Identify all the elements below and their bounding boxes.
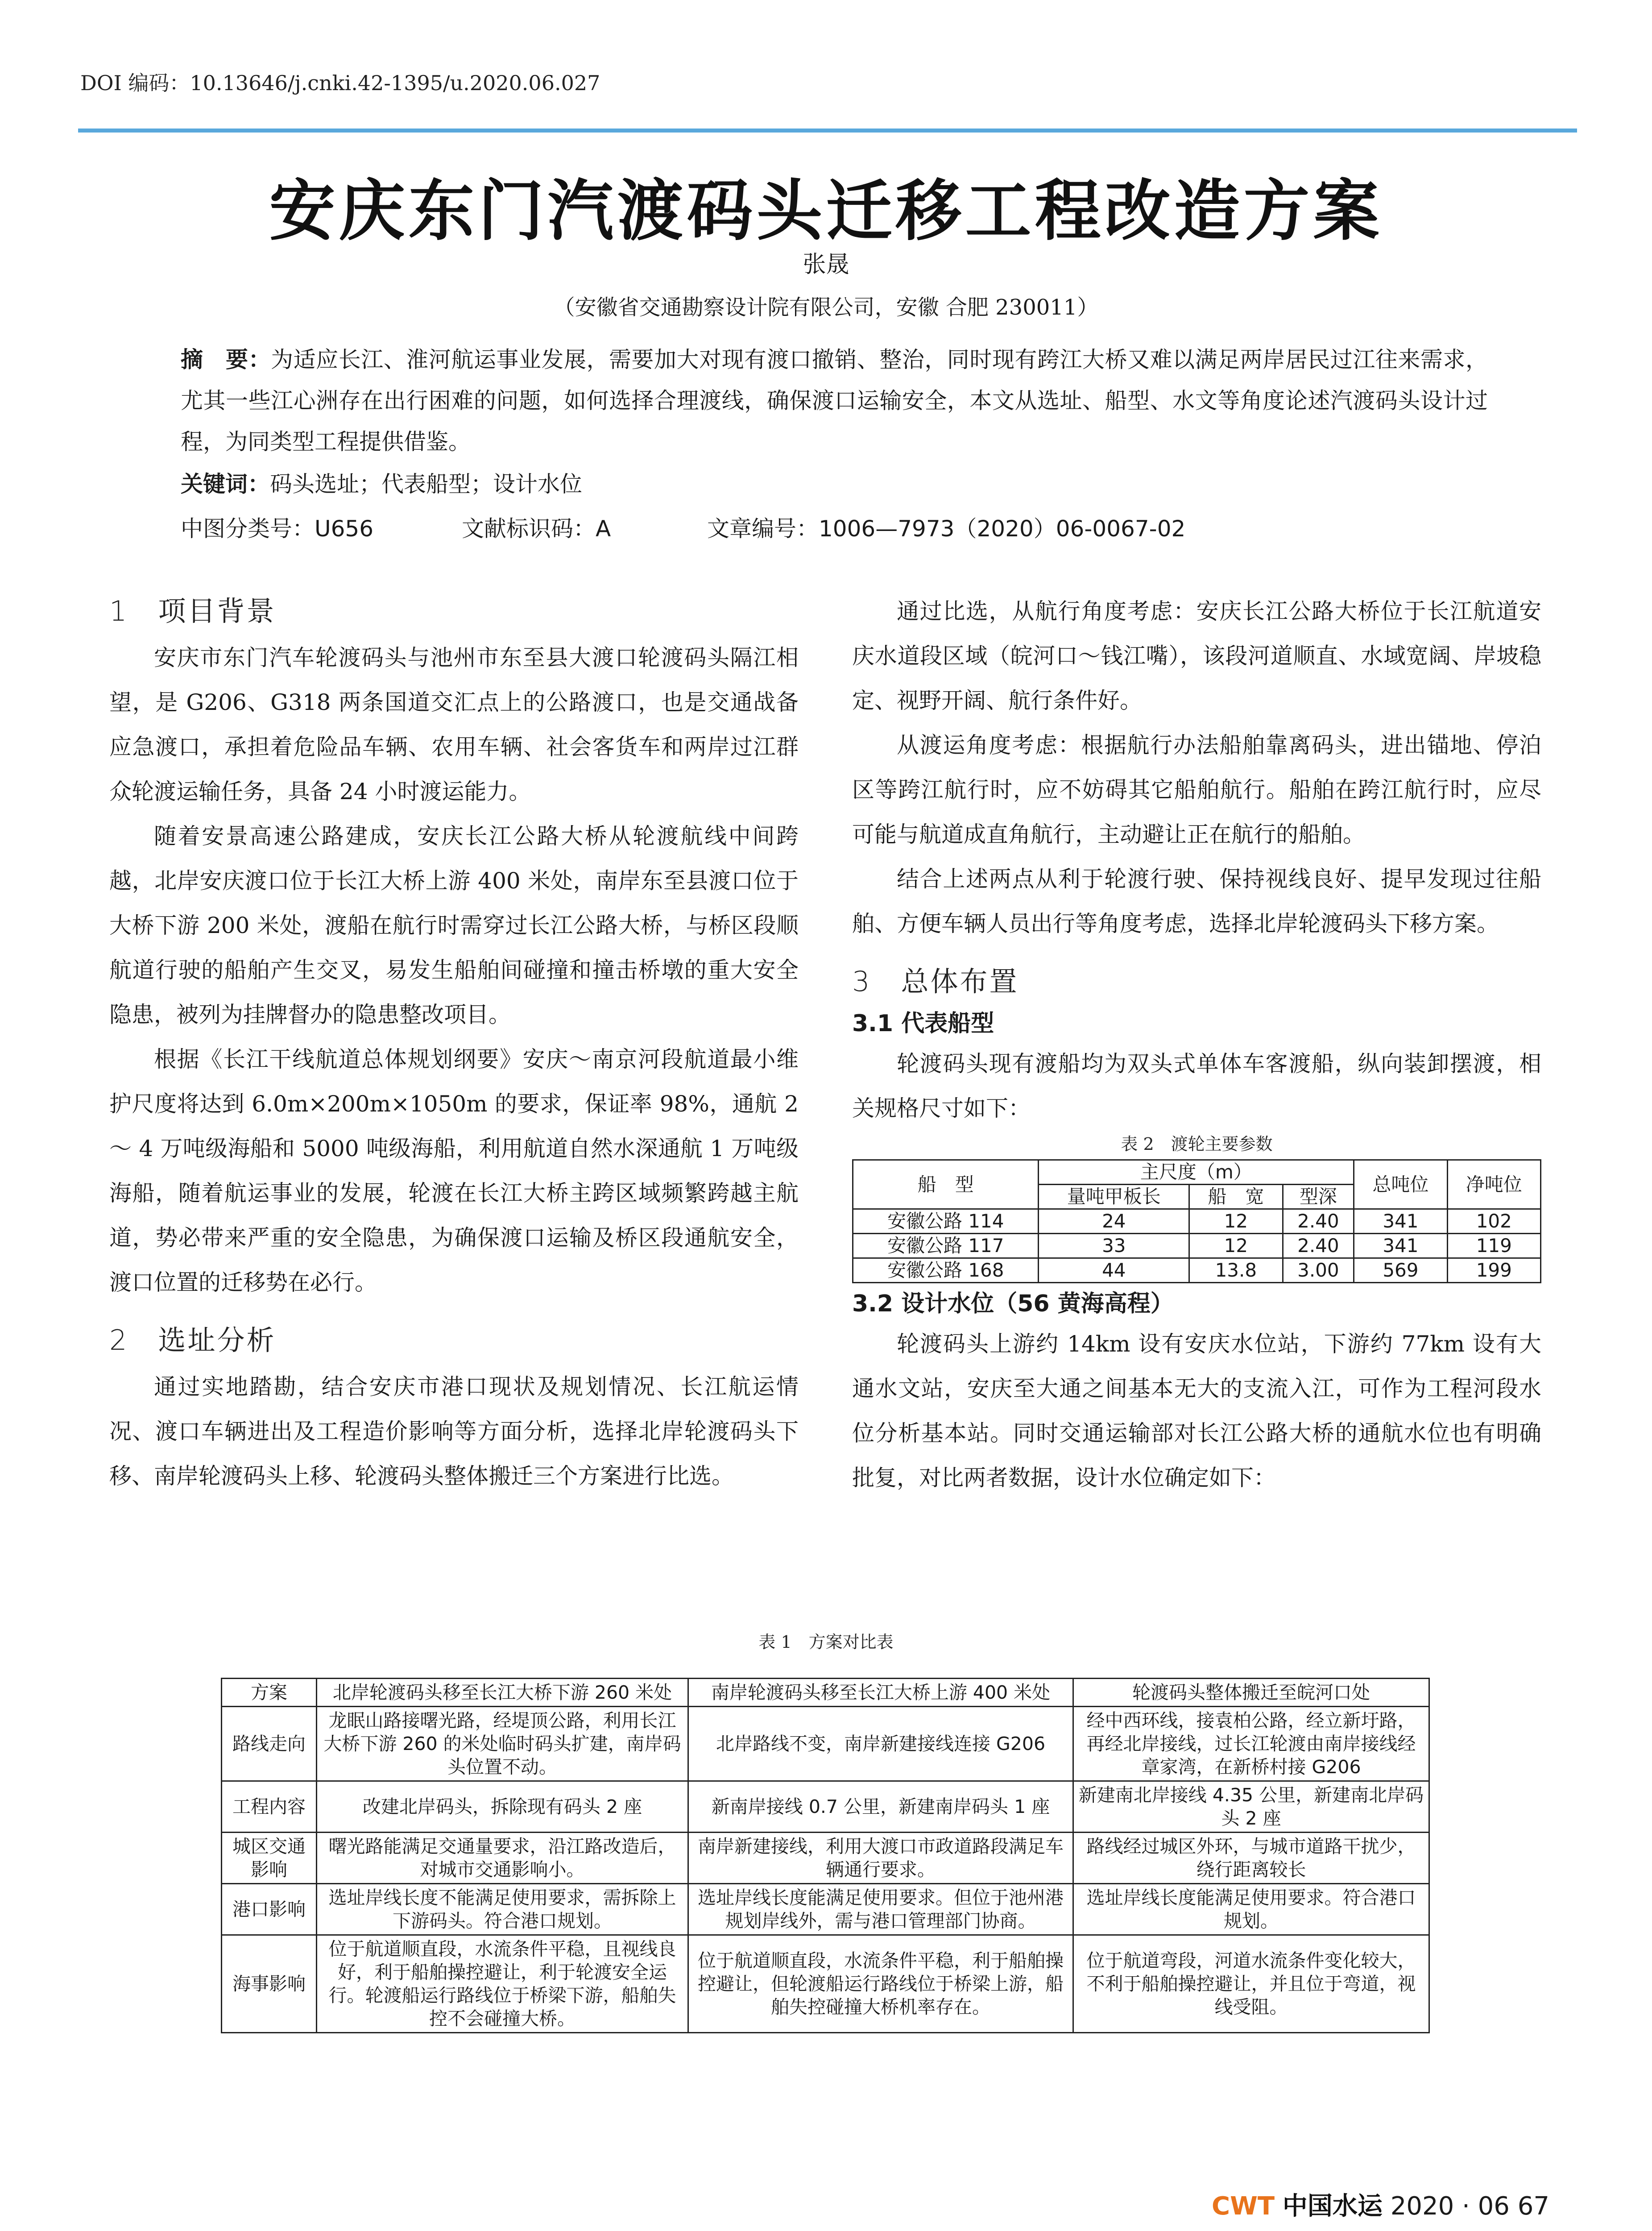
table-cell: 北岸路线不变，南岸新建接线连接 G206 bbox=[688, 1707, 1073, 1781]
table-cell: 安徽公路 117 bbox=[853, 1234, 1039, 1258]
abstract-text: 为适应长江、淮河航运事业发展，需要加大对现有渡口撤销、整治，同时现有跨江大桥又难以满足两岸居民过江往来需求，尤其一些江心洲存在出行困难的问题，如何选择合理渡线，确保渡口运输安全，本文从选址、船型、水文等角度论述汽渡码头设计过程，为同类型工程提供借鉴。 bbox=[181, 347, 1488, 455]
table-cell: 13.8 bbox=[1189, 1258, 1283, 1283]
table-cell: 选址岸线长度能满足使用要求。符合港口规划。 bbox=[1073, 1884, 1429, 1935]
table-cell: 位于航道顺直段，水流条件平稳，利于船舶操控避让，但轮渡船运行路线位于桥梁上游，船舶失控碰撞大桥机率存在。 bbox=[688, 1935, 1073, 2033]
header-rule bbox=[78, 129, 1577, 133]
journal-logo: CWT bbox=[1212, 2192, 1275, 2221]
table-cell: 3.00 bbox=[1283, 1258, 1354, 1283]
left-column bbox=[109, 589, 799, 1498]
paragraph: 轮渡码头上游约 14km 设有安庆水位站，下游约 77km 设有大通水文站，安庆至大通之间基本无大的支流入江，可作为工程河段水位分析基本站。同时交通运输部对长江公路大桥的通航水位也有明确批复，对比两者数据，设计水位确定如下： bbox=[852, 1331, 1541, 1491]
subsection-heading: 3.1 代表船型 bbox=[852, 1010, 994, 1037]
table-row bbox=[222, 1707, 1429, 1781]
row-label: 工程内容 bbox=[222, 1781, 317, 1833]
abstract bbox=[181, 339, 1488, 462]
paragraph: 安庆市东门汽车轮渡码头与池州市东至县大渡口轮渡码头隔江相望，是 G206、G318 两条国道交汇点上的公路渡口，也是交通战备应急渡口，承担着危险品车辆、农用车辆、社会客货车和两岸过江群众轮渡运输任务，具备 24 小时渡运能力。 bbox=[109, 645, 799, 804]
table-cell: 569 bbox=[1354, 1258, 1447, 1283]
paragraph: 轮渡码头现有渡船均为双头式单体车客渡船，纵向装卸摆渡，相关规格尺寸如下： bbox=[852, 1051, 1541, 1121]
table-cell: 改建北岸码头，拆除现有码头 2 座 bbox=[317, 1781, 688, 1833]
paragraph: 根据《长江干线航道总体规划纲要》安庆～南京河段航道最小维护尺度将达到 6.0m×200m×1050m 的要求，保证率 98%，通航 2 ～ 4 万吨级海船和 5000 吨级海船，利用航道自然水深通航 1 万吨级海船，随着航运事业的发展，轮渡在长江大桥主跨区域频繁跨越主航道，势必带来严重的安全隐患，为确保渡口运输及桥区段通航安全，渡口位置的迁移势在必行。 bbox=[109, 1046, 799, 1295]
section-heading: 2 选址分析 bbox=[109, 1324, 276, 1356]
table-header: 方案 bbox=[222, 1679, 317, 1707]
table-cell: 龙眠山路接曙光路，经堤顶公路，利用长江大桥下游 260 的米处临时码头扩建，南岸码头位置不动。 bbox=[317, 1707, 688, 1781]
author: 张晟 bbox=[803, 251, 849, 278]
table-header-row bbox=[222, 1679, 1429, 1707]
row-label: 城区交通影响 bbox=[222, 1833, 317, 1884]
scheme-comparison-table bbox=[221, 1678, 1430, 2033]
table-cell: 安徽公路 168 bbox=[853, 1258, 1039, 1283]
table-header: 主尺度（m） bbox=[1039, 1160, 1354, 1185]
table-header: 船 型 bbox=[853, 1160, 1039, 1209]
table-row bbox=[853, 1209, 1541, 1234]
ship-parameter-table bbox=[852, 1159, 1541, 1283]
row-label: 港口影响 bbox=[222, 1884, 317, 1935]
table-row bbox=[222, 1935, 1429, 2033]
table-cell: 新南岸接线 0.7 公里，新建南岸码头 1 座 bbox=[688, 1781, 1073, 1833]
table-cell: 新建南北岸接线 4.35 公里，新建南北岸码头 2 座 bbox=[1073, 1781, 1429, 1833]
table-cell: 12 bbox=[1189, 1209, 1283, 1234]
table-cell: 选址岸线长度能满足使用要求。但位于池州港规划岸线外，需与港口管理部门协商。 bbox=[688, 1884, 1073, 1935]
table-cell: 位于航道弯段，河道水流条件变化较大，不利于船舶操控避让，并且位于弯道，视线受阻。 bbox=[1073, 1935, 1429, 2033]
table-cell: 12 bbox=[1189, 1234, 1283, 1258]
table-header: 轮渡码头整体搬迁至皖河口处 bbox=[1073, 1679, 1429, 1707]
row-label: 海事影响 bbox=[222, 1935, 317, 2033]
abstract-label: 摘 要： bbox=[181, 347, 271, 373]
table-cell: 24 bbox=[1039, 1209, 1189, 1234]
page-footer bbox=[1212, 2186, 1549, 2222]
table-cell: 119 bbox=[1447, 1234, 1540, 1258]
paragraph: 通过实地踏勘，结合安庆市港口现状及规划情况、长江航运情况、渡口车辆进出及工程造价影响等方面分析，选择北岸轮渡码头下移、南岸轮渡码头上移、轮渡码头整体搬迁三个方案进行比选。 bbox=[109, 1374, 799, 1489]
table-cell: 44 bbox=[1039, 1258, 1189, 1283]
keywords bbox=[181, 466, 1488, 498]
table-row bbox=[853, 1234, 1541, 1258]
paragraph: 从渡运角度考虑：根据航行办法船舶靠离码头，进出锚地、停泊区等跨江航行时，应不妨碍其它船舶航行。船舶在跨江航行时，应尽可能与航道成直角航行，主动避让正在航行的船舶。 bbox=[852, 732, 1541, 847]
table-row bbox=[222, 1833, 1429, 1884]
paragraph: 随着安景高速公路建成，安庆长江公路大桥从轮渡航线中间跨越，北岸安庆渡口位于长江大桥上游 400 米处，南岸东至县渡口位于大桥下游 200 米处，渡船在航行时需穿过长江公路大桥，与桥区段顺航道行驶的船舶产生交叉，易发生船舶间碰撞和撞击桥墩的重大安全隐患，被列为挂牌督办的隐患整改项目。 bbox=[109, 823, 799, 1028]
table-header: 净吨位 bbox=[1447, 1160, 1540, 1209]
table-row bbox=[222, 1884, 1429, 1935]
paragraph: 结合上述两点从利于轮渡行驶、保持视线良好、提早发现过往船舶、方便车辆人员出行等角度考虑，选择北岸轮渡码头下移方案。 bbox=[852, 866, 1541, 937]
keywords-label: 关键词： bbox=[181, 471, 270, 497]
table-cell: 经中西环线，接袁柏公路，经立新圩路，再经北岸接线，过长江轮渡由南岸接线经章家湾，在新桥村接 G206 bbox=[1073, 1707, 1429, 1781]
table-header: 型深 bbox=[1283, 1185, 1354, 1209]
issue: 2020 · 06 bbox=[1390, 2192, 1510, 2221]
table-row bbox=[853, 1258, 1541, 1283]
table-header: 北岸轮渡码头移至长江大桥下游 260 米处 bbox=[317, 1679, 688, 1707]
keywords-text: 码头选址；代表船型；设计水位 bbox=[270, 471, 582, 497]
affiliation: （安徽省交通勘察设计院有限公司，安徽 合肥 230011） bbox=[553, 295, 1099, 320]
table-cell: 341 bbox=[1354, 1209, 1447, 1234]
table-header: 南岸轮渡码头移至长江大桥上游 400 米处 bbox=[688, 1679, 1073, 1707]
table-cell: 199 bbox=[1447, 1258, 1540, 1283]
table1-caption: 表 1 方案对比表 bbox=[758, 1632, 894, 1652]
table-cell: 2.40 bbox=[1283, 1234, 1354, 1258]
table-header: 总吨位 bbox=[1354, 1160, 1447, 1209]
article-title: 安庆东门汽渡码头迁移工程改造方案 bbox=[269, 172, 1383, 249]
subsection-heading: 3.2 设计水位（56 黄海高程） bbox=[852, 1290, 1174, 1317]
journal-name: 中国水运 bbox=[1282, 2191, 1383, 2221]
table-cell: 341 bbox=[1354, 1234, 1447, 1258]
table-row bbox=[222, 1781, 1429, 1833]
table-header: 量吨甲板长 bbox=[1039, 1185, 1189, 1209]
table2-caption: 表 2 渡轮主要参数 bbox=[1121, 1134, 1273, 1154]
section-heading: 1 项目背景 bbox=[109, 595, 276, 627]
table-cell: 位于航道顺直段，水流条件平稳，且视线良好，利于船舶操控避让，利于轮渡安全运行。轮渡船运行路线位于桥梁下游，船舶失控不会碰撞大桥。 bbox=[317, 1935, 688, 2033]
page-number: 67 bbox=[1517, 2192, 1549, 2221]
table-cell: 选址岸线长度不能满足使用要求，需拆除上下游码头。符合港口规划。 bbox=[317, 1884, 688, 1935]
table-cell: 102 bbox=[1447, 1209, 1540, 1234]
row-label: 路线走向 bbox=[222, 1707, 317, 1781]
clc-number: 中图分类号：U656 bbox=[181, 516, 374, 542]
section-heading: 3 总体布置 bbox=[852, 965, 1019, 998]
table-cell: 2.40 bbox=[1283, 1209, 1354, 1234]
article-number: 文章编号：1006—7973（2020）06-0067-02 bbox=[707, 516, 1186, 542]
doi-line: DOI 编码：10.13646/j.cnki.42-1395/u.2020.06.027 bbox=[80, 71, 600, 95]
right-column bbox=[852, 589, 1541, 1500]
table-cell: 曙光路能满足交通量要求，沿江路改造后，对城市交通影响小。 bbox=[317, 1833, 688, 1884]
paragraph: 通过比选，从航行角度考虑：安庆长江公路大桥位于长江航道安庆水道段区域（皖河口～钱江嘴），该段河道顺直、水域宽阔、岸坡稳定、视野开阔、航行条件好。 bbox=[852, 598, 1541, 713]
doc-code: 文献标识码：A bbox=[462, 516, 611, 542]
table-cell: 路线经过城区外环，与城市道路干扰少，绕行距离较长 bbox=[1073, 1833, 1429, 1884]
table-header: 船 宽 bbox=[1189, 1185, 1283, 1209]
table-cell: 安徽公路 114 bbox=[853, 1209, 1039, 1234]
table-cell: 南岸新建接线，利用大渡口市政道路段满足车辆通行要求。 bbox=[688, 1833, 1073, 1884]
table-cell: 33 bbox=[1039, 1234, 1189, 1258]
